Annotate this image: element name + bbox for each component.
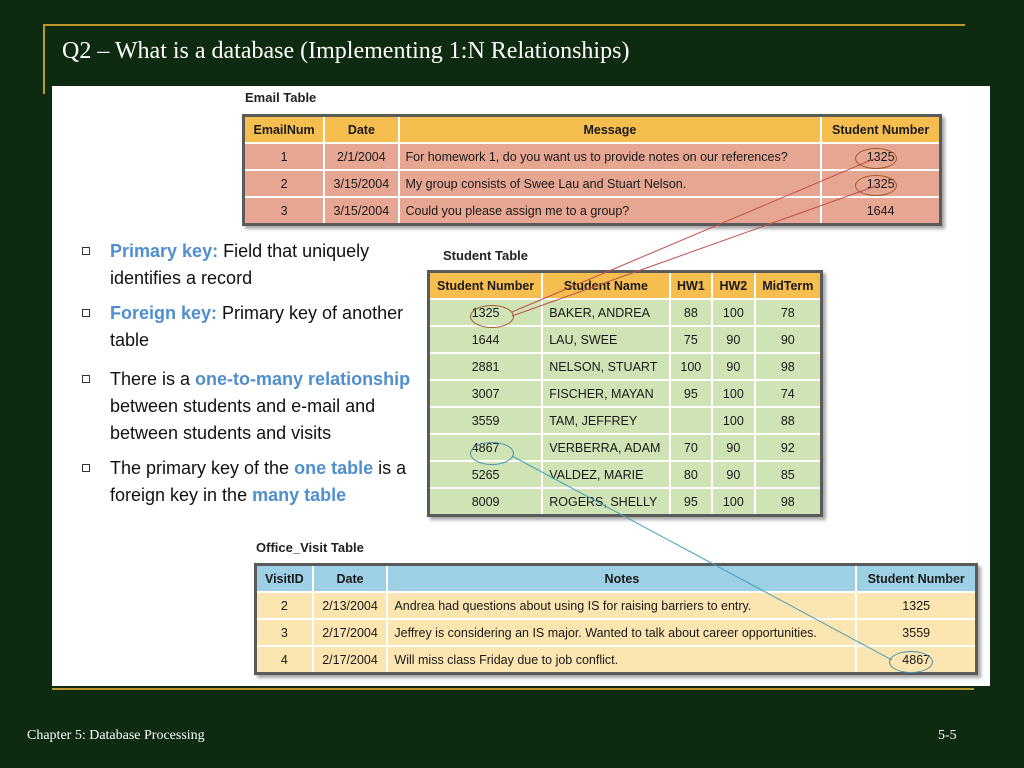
table-cell: Could you please assign me to a group? [399, 197, 822, 225]
table-cell: 98 [755, 488, 822, 516]
table-cell: 90 [712, 461, 755, 488]
visit-table-caption: Office_Visit Table [256, 540, 364, 555]
table-cell: 8009 [429, 488, 543, 516]
column-header: Student Number [821, 116, 940, 144]
table-cell: 74 [755, 380, 822, 407]
table-cell: 3007 [429, 380, 543, 407]
table-cell: NELSON, STUART [542, 353, 669, 380]
table-cell: 75 [670, 326, 713, 353]
column-header: HW1 [670, 272, 713, 300]
table-cell: 1644 [821, 197, 940, 225]
table-cell: 4 [256, 646, 313, 674]
table-cell: 2 [244, 170, 325, 197]
table-cell: ROGERS, SHELLY [542, 488, 669, 516]
link-email1-to-student-1325 [512, 158, 876, 312]
table-cell: 90 [712, 353, 755, 380]
table-cell: 1 [244, 143, 325, 170]
column-header: EmailNum [244, 116, 325, 144]
table-cell: 92 [755, 434, 822, 461]
table-cell: TAM, JEFFREY [542, 407, 669, 434]
one-table-term: one table [294, 458, 374, 478]
table-cell: 3 [244, 197, 325, 225]
table-cell: 95 [670, 488, 713, 516]
footer-chapter: Chapter 5: Database Processing [27, 728, 205, 743]
column-header: Message [399, 116, 822, 144]
table-cell: 88 [755, 407, 822, 434]
one-to-many-suffix: between students and e-mail and between students and visits [110, 396, 376, 443]
highlight-oval-student-1325 [470, 305, 514, 328]
email-table-caption: Email Table [245, 90, 317, 105]
table-cell: 88 [670, 299, 713, 326]
table-cell: 2/17/2004 [313, 646, 388, 674]
primary-key-definition: Field that uniquely identifies a record [110, 241, 370, 288]
column-header: Notes [387, 565, 856, 593]
table-cell: 90 [712, 434, 755, 461]
table-cell: 5265 [429, 461, 543, 488]
table-cell: 90 [755, 326, 822, 353]
table-cell: For homework 1, do you want us to provide notes on our references? [399, 143, 822, 170]
table-cell: 85 [755, 461, 822, 488]
footer-page-number: 5-5 [938, 728, 957, 743]
table-cell: Will miss class Friday due to job conflict. [387, 646, 856, 674]
link-student-4867-to-visit [512, 456, 892, 660]
table-cell: 4867 [856, 646, 976, 674]
table-cell: 1325 [429, 299, 543, 326]
column-header: Student Name [542, 272, 669, 300]
table-cell: 2 [256, 592, 313, 619]
highlight-oval-visit-4867 [889, 651, 933, 673]
foreign-key-definition: Primary key of another table [110, 303, 404, 350]
student-table-caption: Student Table [443, 248, 528, 263]
table-cell: 78 [755, 299, 822, 326]
pk-fk-prefix: The primary key of the [110, 458, 295, 478]
column-header: MidTerm [755, 272, 822, 300]
foreign-key-term: Foreign key: [110, 303, 218, 323]
table-cell: 100 [712, 380, 755, 407]
table-cell: 2/1/2004 [324, 143, 398, 170]
slide-title: Q2 – What is a database (Implementing 1:N Relationships) [62, 38, 630, 64]
table-cell: 2881 [429, 353, 543, 380]
table-cell: 1325 [856, 592, 976, 619]
column-header: Date [313, 565, 388, 593]
one-to-many-prefix: There is a [110, 369, 196, 389]
column-header: Student Number [856, 565, 976, 593]
table-cell: 90 [712, 326, 755, 353]
table-cell: 2/17/2004 [313, 619, 388, 646]
bottom-rule [52, 688, 974, 690]
link-email2-to-student-1325 [512, 186, 876, 316]
table-cell: 1325 [821, 170, 940, 197]
table-cell: FISCHER, MAYAN [542, 380, 669, 407]
table-cell: LAU, SWEE [542, 326, 669, 353]
highlight-oval-student-4867 [470, 442, 514, 465]
table-cell: 3/15/2004 [324, 197, 398, 225]
table-cell: 100 [712, 488, 755, 516]
many-table-term: many table [252, 485, 347, 505]
table-cell: 1325 [821, 143, 940, 170]
primary-key-term: Primary key: [110, 241, 219, 261]
table-cell: 3559 [429, 407, 543, 434]
table-cell: 95 [670, 380, 713, 407]
table-cell: Andrea had questions about using IS for raising barriers to entry. [387, 592, 856, 619]
table-cell: 80 [670, 461, 713, 488]
table-cell: 3559 [856, 619, 976, 646]
column-header: Student Number [429, 272, 543, 300]
table-cell: 1644 [429, 326, 543, 353]
one-to-many-term: one-to-many relationship [195, 369, 411, 389]
table-cell: VALDEZ, MARIE [542, 461, 669, 488]
column-header: HW2 [712, 272, 755, 300]
table-cell: 70 [670, 434, 713, 461]
table-cell: 100 [712, 299, 755, 326]
column-header: Date [324, 116, 398, 144]
table-cell: 4867 [429, 434, 543, 461]
table-cell: VERBERRA, ADAM [542, 434, 669, 461]
table-cell: 3 [256, 619, 313, 646]
table-cell: 100 [712, 407, 755, 434]
table-cell: 3/15/2004 [324, 170, 398, 197]
table-cell: 2/13/2004 [313, 592, 388, 619]
table-cell: 98 [755, 353, 822, 380]
table-cell: My group consists of Swee Lau and Stuart Nelson. [399, 170, 822, 197]
table-cell: BAKER, ANDREA [542, 299, 669, 326]
pk-fk-middle: is a foreign key in the [110, 458, 407, 505]
highlight-oval-email-1325-b [855, 175, 897, 196]
column-header: VisitID [256, 565, 313, 593]
table-cell: Jeffrey is considering an IS major. Wanted to talk about career opportunities. [387, 619, 856, 646]
highlight-oval-email-1325-a [855, 148, 897, 169]
table-cell: 100 [670, 353, 713, 380]
